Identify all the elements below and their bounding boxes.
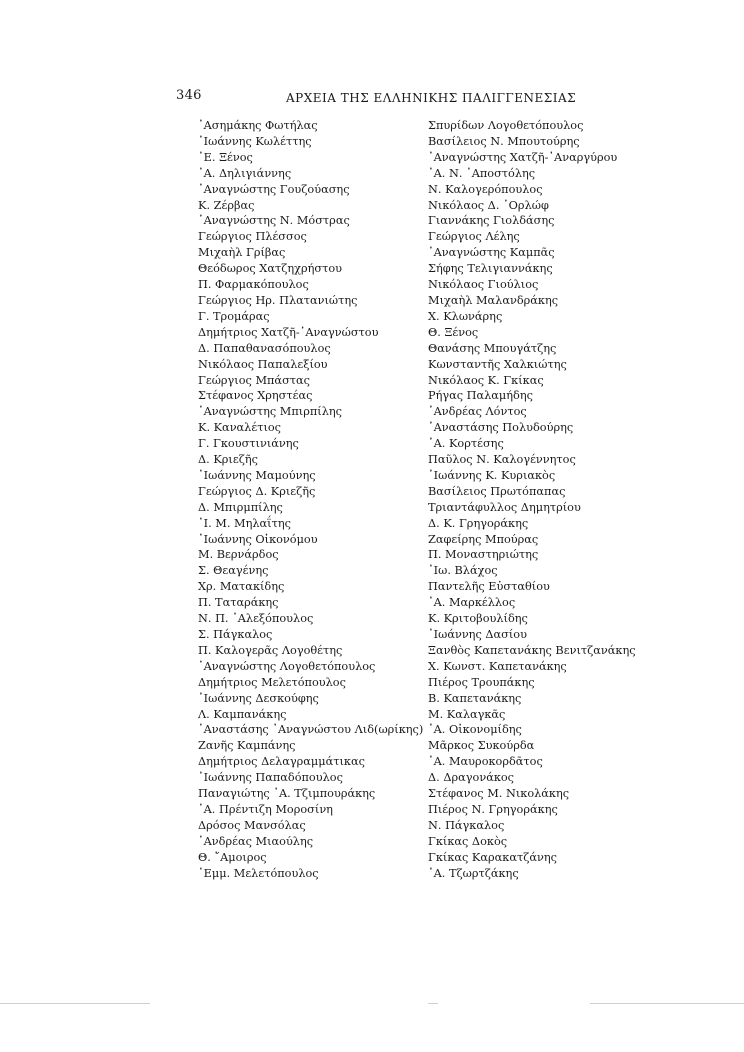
list-item: Βασίλειος Ν. Μπουτούρης bbox=[428, 134, 580, 148]
list-item: ᾿Ι. Μ. Μηλαΐτης bbox=[198, 516, 291, 530]
list-item: ᾿Ιωάννης Οἰκονόμου bbox=[198, 532, 318, 546]
list-item: ᾿Αναγνώστης Χατζῆ-᾿Αναργύρου bbox=[428, 150, 618, 164]
list-item: Μιχαὴλ Γρίβας bbox=[198, 246, 286, 260]
list-item: ᾿Ανδρέας Λόντος bbox=[428, 405, 527, 419]
page-number: 346 bbox=[176, 88, 202, 103]
list-item: ᾿Α. Οἰκονομίδης bbox=[428, 723, 522, 737]
list-item: Λ. Καμπανάκης bbox=[198, 707, 287, 721]
list-item: Σήφης Τελιγιαννάκης bbox=[428, 262, 553, 276]
list-item: Πιέρος Ν. Γρηγοράκης bbox=[428, 802, 558, 816]
list-item: ᾿Ιωάννης Μαμούνης bbox=[198, 468, 316, 482]
running-head: ΑΡΧΕΙΑ ΤΗΣ ΕΛΛΗΝΙΚΗΣ ΠΑΛΙΓΓΕΝΕΣΙΑΣ bbox=[286, 91, 577, 105]
scan-edge-mark-left bbox=[0, 1003, 150, 1004]
list-item: ᾿Ασημάκης Φωτήλας bbox=[198, 119, 318, 132]
signatories-right-column bbox=[428, 118, 636, 882]
list-item: ᾿Α. Κορτέσης bbox=[428, 437, 504, 451]
list-item: Ρήγας Παλαμήδης bbox=[428, 389, 533, 403]
list-item: ᾿Α. Δηλιγιάννης bbox=[198, 166, 292, 180]
list-item: Β. Καπετανάκης bbox=[428, 691, 522, 705]
list-item: Κ. Ζέρβας bbox=[198, 198, 255, 212]
scan-edge-mark-right bbox=[590, 1003, 744, 1004]
list-item: Χρ. Ματακίδης bbox=[198, 580, 285, 594]
list-item: Δημήτριος Δελαγραμμάτικας bbox=[198, 755, 365, 769]
list-item: Τριαντάφυλλος Δημητρίου bbox=[428, 500, 581, 514]
list-item: ᾿Ιωάννης Δεσκούφης bbox=[198, 691, 319, 705]
list-item: Ν. Πάγκαλος bbox=[428, 818, 505, 832]
list-item: Π. Καλογερᾶς Λογοθέτης bbox=[198, 643, 343, 657]
list-item: Θ. ῎Αμοιρος bbox=[198, 850, 267, 864]
list-item: ᾿Ιω. Βλάχος bbox=[428, 564, 498, 578]
list-item: ᾿Ιωάννης Δασίου bbox=[428, 628, 527, 641]
list-item: Ν. Καλογερόπουλος bbox=[428, 182, 543, 196]
list-item: Δρόσος Μανσόλας bbox=[198, 818, 306, 832]
list-item: ᾿Αναγνώστης Ν. Μόστρας bbox=[198, 214, 350, 228]
list-item: Θανάσης Μπουγάτζης bbox=[428, 341, 557, 355]
signatories-left-column bbox=[198, 118, 423, 882]
list-item: Ζανῆς Καμπάνης bbox=[198, 739, 296, 753]
list-item: ᾿Αναστάσης ᾿Αναγνώστου Λιδ(ωρίκης) bbox=[198, 723, 424, 737]
list-item: Παναγιώτης ᾿Α. Τζιμπουράκης bbox=[198, 787, 376, 801]
list-item: Π. Ταταράκης bbox=[198, 596, 279, 610]
list-item: Δ. Κ. Γρηγοράκης bbox=[428, 516, 529, 530]
list-item: Γεώργιος Πλέσσος bbox=[198, 230, 307, 244]
list-item: Βασίλειος Πρωτόπαπας bbox=[428, 484, 566, 498]
list-item: Γ. Γκουστινιάνης bbox=[198, 437, 299, 451]
list-item: ᾿Αναγνώστης Καμπᾶς bbox=[428, 246, 555, 260]
list-item: Νικόλαος Δ. ᾿Ορλώφ bbox=[428, 198, 549, 212]
list-item: Νικόλαος Γιούλιος bbox=[428, 278, 539, 292]
list-item: Ξανθὸς Καπετανάκης Βενιτζανάκης bbox=[428, 643, 636, 657]
list-item: Θεόδωρος Χατζηχρήστου bbox=[198, 262, 342, 276]
list-item: Παντελῆς Εὐσταθίου bbox=[428, 580, 550, 594]
list-item: Π. Φαρμακόπουλος bbox=[198, 278, 309, 292]
list-item: Γιαννάκης Γιολδάσης bbox=[428, 214, 555, 228]
list-item: ᾿Α. Μαυροκορδᾶτος bbox=[428, 755, 543, 769]
list-item: Στέφανος Μ. Νικολάκης bbox=[428, 787, 570, 801]
list-item: Δ. Μπιρμπίλης bbox=[198, 500, 283, 514]
list-item: Μᾶρκος Συκούρδα bbox=[428, 739, 535, 753]
list-item: Σπυρίδων Λογοθετόπουλος bbox=[428, 119, 584, 132]
list-item: ᾿Α. Ν. ᾿Αποστόλης bbox=[428, 166, 536, 180]
list-item: Κωνσταντῆς Χαλκιώτης bbox=[428, 357, 567, 371]
list-item: Μιχαὴλ Μαλανδράκης bbox=[428, 293, 559, 307]
list-item: ᾿Ιωάννης Κωλέττης bbox=[198, 134, 312, 148]
list-item: Π. Μοναστηριώτης bbox=[428, 548, 539, 562]
list-item: Γκίκας Δοκὸς bbox=[428, 834, 508, 848]
list-item: Παῦλος Ν. Καλογέννητος bbox=[428, 453, 576, 467]
list-item: ᾿Α. Πρέντιζη Μοροσίνη bbox=[198, 802, 333, 816]
list-item: Δημήτριος Χατζῆ-᾿Αναγνώστου bbox=[198, 325, 379, 339]
list-item: Δ. Κριεζῆς bbox=[198, 453, 258, 467]
list-item: ᾿Αναστάσης Πολυδούρης bbox=[428, 421, 574, 435]
list-item: ᾿Αναγνώστης Γουζούασης bbox=[198, 182, 350, 196]
list-item: Ζαφείρης Μπούρας bbox=[428, 532, 539, 546]
list-item: ᾿Ιωάννης Κ. Κυριακὸς bbox=[428, 468, 556, 482]
list-item: Σ. Θεαγένης bbox=[198, 564, 269, 578]
list-item: Γ. Τρομάρας bbox=[198, 309, 270, 323]
list-item: Χ. Κλωνάρης bbox=[428, 309, 503, 323]
list-item: ᾿Ανδρέας Μιαούλης bbox=[198, 834, 314, 848]
list-item: ᾿Ε. Ξένος bbox=[198, 150, 253, 164]
list-item: Δημήτριος Μελετόπουλος bbox=[198, 675, 346, 689]
list-item: Γκίκας Καρακατζάνης bbox=[428, 850, 557, 864]
list-item: Πιέρος Τρουπάκης bbox=[428, 675, 535, 689]
list-item: Δ. Παπαθανασόπουλος bbox=[198, 341, 331, 355]
list-item: Σ. Πάγκαλος bbox=[198, 628, 273, 641]
list-item: ᾿Εμμ. Μελετόπουλος bbox=[198, 866, 319, 880]
list-item: Γεώργιος Μπάστας bbox=[198, 373, 310, 387]
list-item: Θ. Ξένος bbox=[428, 325, 479, 339]
list-item: ᾿Αναγνώστης Λογοθετόπουλος bbox=[198, 659, 376, 673]
list-item: ᾿Α. Τζωρτζάκης bbox=[428, 866, 519, 880]
scan-edge-mark-center bbox=[428, 1003, 438, 1004]
list-item: Γεώργιος Δ. Κριεζῆς bbox=[198, 484, 316, 498]
list-item: Χ. Κωνστ. Καπετανάκης bbox=[428, 659, 567, 673]
list-item: Στέφανος Χρηστέας bbox=[198, 389, 313, 403]
list-item: Μ. Βερνάρδος bbox=[198, 548, 279, 562]
list-item: Νικόλαος Παπαλεξίου bbox=[198, 357, 328, 371]
list-item: ᾿Αναγνώστης Μπιρπίλης bbox=[198, 405, 342, 419]
list-item: Γεώργιος Ηρ. Πλατανιώτης bbox=[198, 293, 358, 307]
list-item: Ν. Π. ᾿Αλεξόπουλος bbox=[198, 612, 314, 626]
list-item: ᾿Α. Μαρκέλλος bbox=[428, 596, 516, 610]
list-item: Νικόλαος Κ. Γκίκας bbox=[428, 373, 544, 387]
list-item: Κ. Κριτοβουλίδης bbox=[428, 612, 528, 626]
list-item: Δ. Δραγονάκος bbox=[428, 771, 515, 785]
list-item: ᾿Ιωάννης Παπαδόπουλος bbox=[198, 771, 343, 785]
list-item: Μ. Καλαγκᾶς bbox=[428, 707, 506, 721]
list-item: Κ. Καναλέτιος bbox=[198, 421, 282, 435]
list-item: Γεώργιος Λέλης bbox=[428, 230, 520, 244]
